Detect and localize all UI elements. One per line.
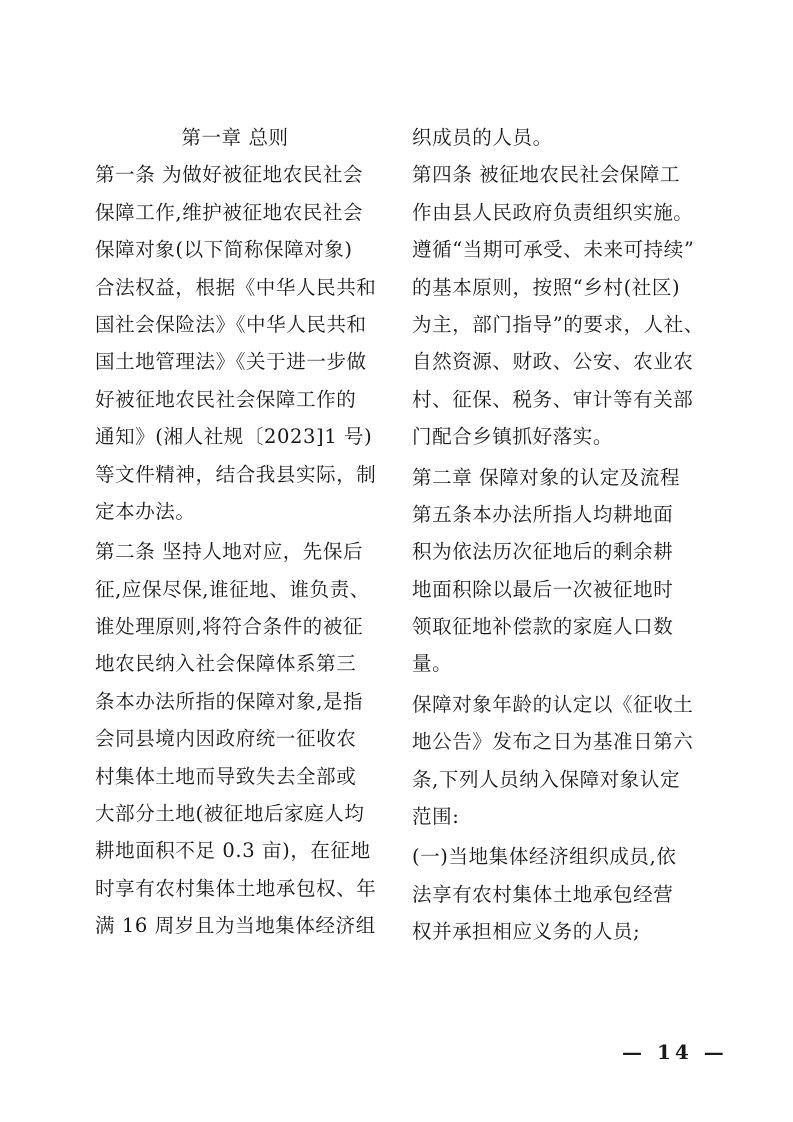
chapter-heading: 第一章 总则 <box>181 126 289 149</box>
text-line: 门配合乡镇抓好落实。 <box>412 425 614 449</box>
text-line: 满 16 周岁且为当地集体经济组 <box>95 914 376 938</box>
text-line: 条本办法所指的保障对象,是指 <box>95 689 364 713</box>
page-number: — 14 — <box>622 1040 728 1064</box>
text-line: 国社会保险法》《中华人民共和 <box>95 312 367 336</box>
text-line: 法享有农村集体土地承包经营 <box>412 882 674 906</box>
text-line: 定本办法。 <box>95 499 196 523</box>
text-line: 条,下列人员纳入保障对象认定 <box>412 767 681 791</box>
text-line: (一)当地集体经济组织成员,依 <box>412 845 677 869</box>
text-line: 第一条 为做好被征地农民社会 <box>95 163 364 187</box>
text-line: 村、征保、税务、审计等有关部 <box>412 387 694 411</box>
text-line: 保障对象(以下简称保障对象) <box>95 238 353 262</box>
text-line: 通知》(湘人社规〔2023]1 号) <box>95 425 373 449</box>
text-line: 等文件精神，结合我县实际，制 <box>95 462 377 486</box>
text-line: 第四条 被征地农民社会保障工 <box>412 163 681 187</box>
text-line: 地公告》发布之日为基准日第六 <box>412 730 694 754</box>
chapter-heading: 第二章 保障对象的认定及流程 <box>412 465 681 489</box>
text-line: 范围: <box>412 805 460 829</box>
text-line: 谁处理原则,将符合条件的被征 <box>95 615 364 639</box>
text-line: 领取征地补偿款的家庭人口数 <box>412 615 674 639</box>
text-line: 保障对象年龄的认定以《征收土 <box>412 692 694 716</box>
text-line: 好被征地农民社会保障工作的 <box>95 387 357 411</box>
text-line: 地面积除以最后一次被征地时 <box>412 577 674 601</box>
text-line: 量。 <box>412 652 453 676</box>
text-line: 国土地管理法》《关于进一步做 <box>95 350 367 374</box>
text-line: 第五条本办法所指人均耕地面 <box>412 502 674 526</box>
right-column <box>412 119 712 951</box>
text-line: 为主，部门指导”的要求，人社、 <box>412 312 704 336</box>
text-line: 大部分土地(被征地后家庭人均 <box>95 802 365 826</box>
text-line: 保障工作,维护被征地农民社会 <box>95 200 364 224</box>
text-line: 地农民纳入社会保障体系第三 <box>95 652 357 676</box>
text-line: 村集体土地而导致失去全部或 <box>95 764 357 788</box>
text-line: 积为依法历次征地后的剩余耕 <box>412 540 674 564</box>
left-column <box>95 119 395 945</box>
text-line: 遵循“当期可承受、未来可持续” <box>412 238 695 262</box>
text-line: 作由县人民政府负责组织实施。 <box>412 200 694 224</box>
text-line: 耕地面积不足 0.3 亩)，在征地 <box>95 839 371 863</box>
text-line: 权并承担相应义务的人员; <box>412 920 641 944</box>
text-line: 织成员的人员。 <box>412 126 553 149</box>
text-line: 自然资源、财政、公安、农业农 <box>412 350 694 374</box>
text-line: 的基本原则，按照“乡村(社区) <box>412 275 681 299</box>
text-line: 第二条 坚持人地对应，先保后 <box>95 540 364 564</box>
text-line: 会同县境内因政府统一征收农 <box>95 727 357 751</box>
text-line: 时享有农村集体土地承包权、年 <box>95 876 377 900</box>
text-line: 合法权益，根据《中华人民共和 <box>95 275 377 299</box>
text-line: 征,应保尽保,谁征地、谁负责、 <box>95 577 370 601</box>
